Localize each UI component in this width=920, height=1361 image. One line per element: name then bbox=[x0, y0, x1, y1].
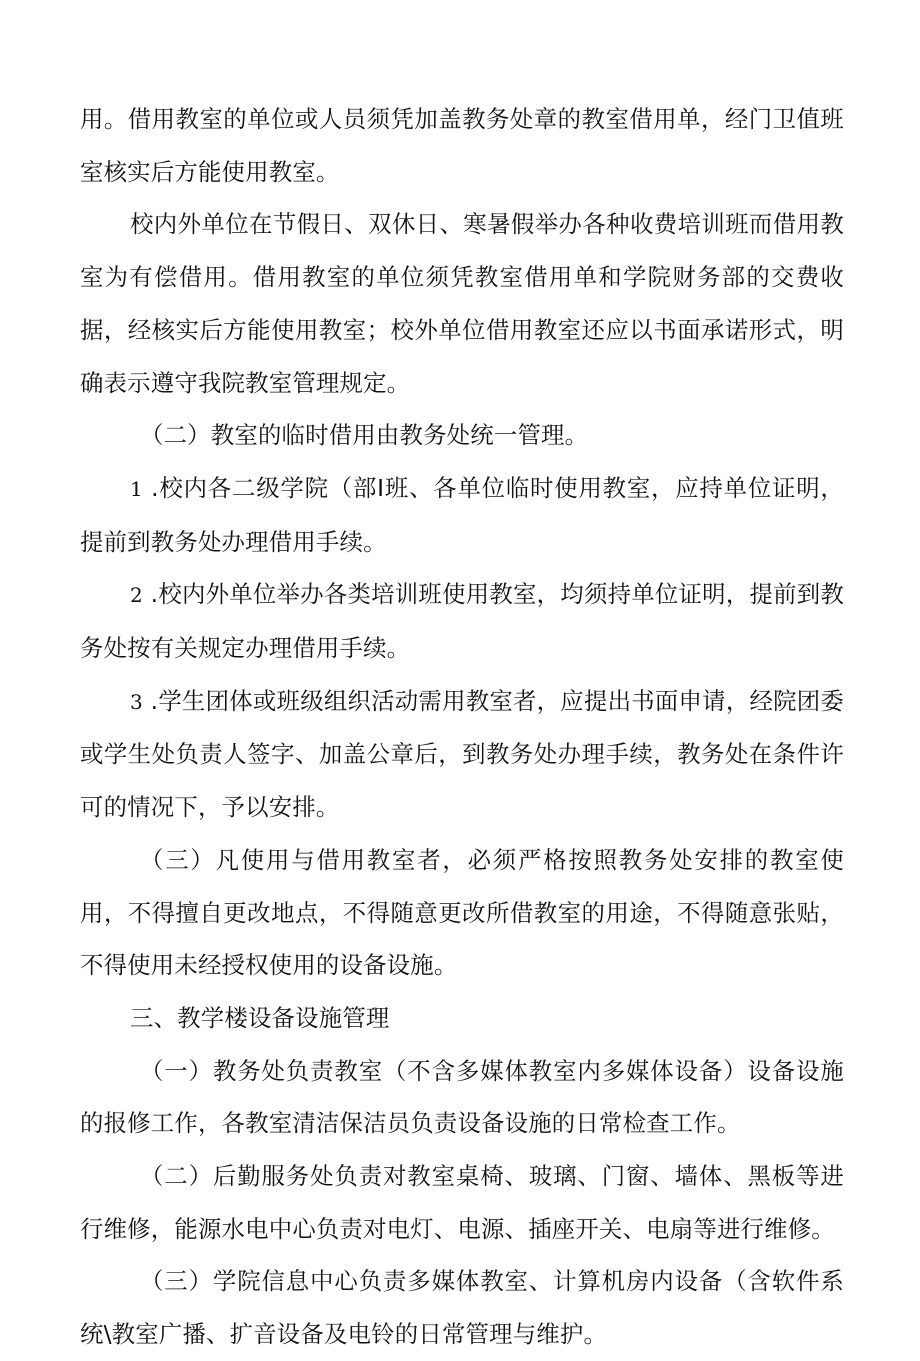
paragraph-usage-rules: （三）凡使用与借用教室者，必须严格按照教务处安排的教室使用，不得擅自更改地点，不得随意更改所借教室的用途，不得随意张贴，不得使用未经授权使用的设备设施。 bbox=[80, 845, 844, 980]
list-item-number: 3 bbox=[130, 689, 143, 714]
paragraph-classroom-borrow-slip: 用。借用教室的单位或人员须凭加盖教务处章的教室借用单，经门卫值班室核实后方能使用教室。 bbox=[80, 105, 844, 186]
list-item-number: 2 bbox=[130, 583, 143, 608]
list-item-text: .校内外单位举办各类培训班使用教室，均须持单位证明，提前到教务处按有关规定办理借用手续。 bbox=[80, 580, 844, 663]
list-item-text: .校内各二级学院（部I班、各单位临时使用教室，应持单位证明，提前到教务处办理借用手续。 bbox=[80, 473, 844, 556]
section-heading-equipment: 三、教学楼设备设施管理 bbox=[130, 1003, 390, 1032]
paragraph-logistics-repair: （二）后勤服务处负责对教室桌椅、玻璃、门窗、墙体、黑板等进行维修，能源水电中心负责对电灯、电源、插座开关、电扇等进行维修。 bbox=[80, 1162, 844, 1243]
document-page bbox=[80, 93, 844, 1361]
list-item-2 bbox=[80, 568, 844, 674]
paragraph-paid-borrowing: 校内外单位在节假日、双休日、寒暑假举办各种收费培训班而借用教室为有偿借用。借用教室的单位须凭教室借用单和学院财务部的交费收据，经核实后方能使用教室；校外单位借用教室还应以书面承诺形式，明确表示遵守我院教室管理规定。 bbox=[80, 210, 844, 397]
list-item-text: .学生团体或班级组织活动需用教室者，应提出书面申请，经院团委或学生处负责人签字、加盖公章后，到教务处办理手续，教务处在条件许可的情况下，予以安排。 bbox=[80, 686, 844, 822]
paragraph-repair-reporting: （一）教务处负责教室（不含多媒体教室内多媒体设备）设备设施的报修工作，各教室清洁保洁员负责设备设施的日常检查工作。 bbox=[80, 1056, 844, 1138]
paragraph-temporary-borrowing: （二）教室的临时借用由教务处统一管理。 bbox=[140, 421, 589, 450]
list-item-1 bbox=[80, 462, 844, 568]
list-item-3 bbox=[80, 675, 844, 834]
list-item-number: 1 bbox=[130, 476, 143, 501]
paragraph-information-center: （三）学院信息中心负责多媒体教室、计算机房内设备（含软件系统\教室广播、扩音设备及电铃的日常管理与维护。 bbox=[80, 1267, 844, 1349]
